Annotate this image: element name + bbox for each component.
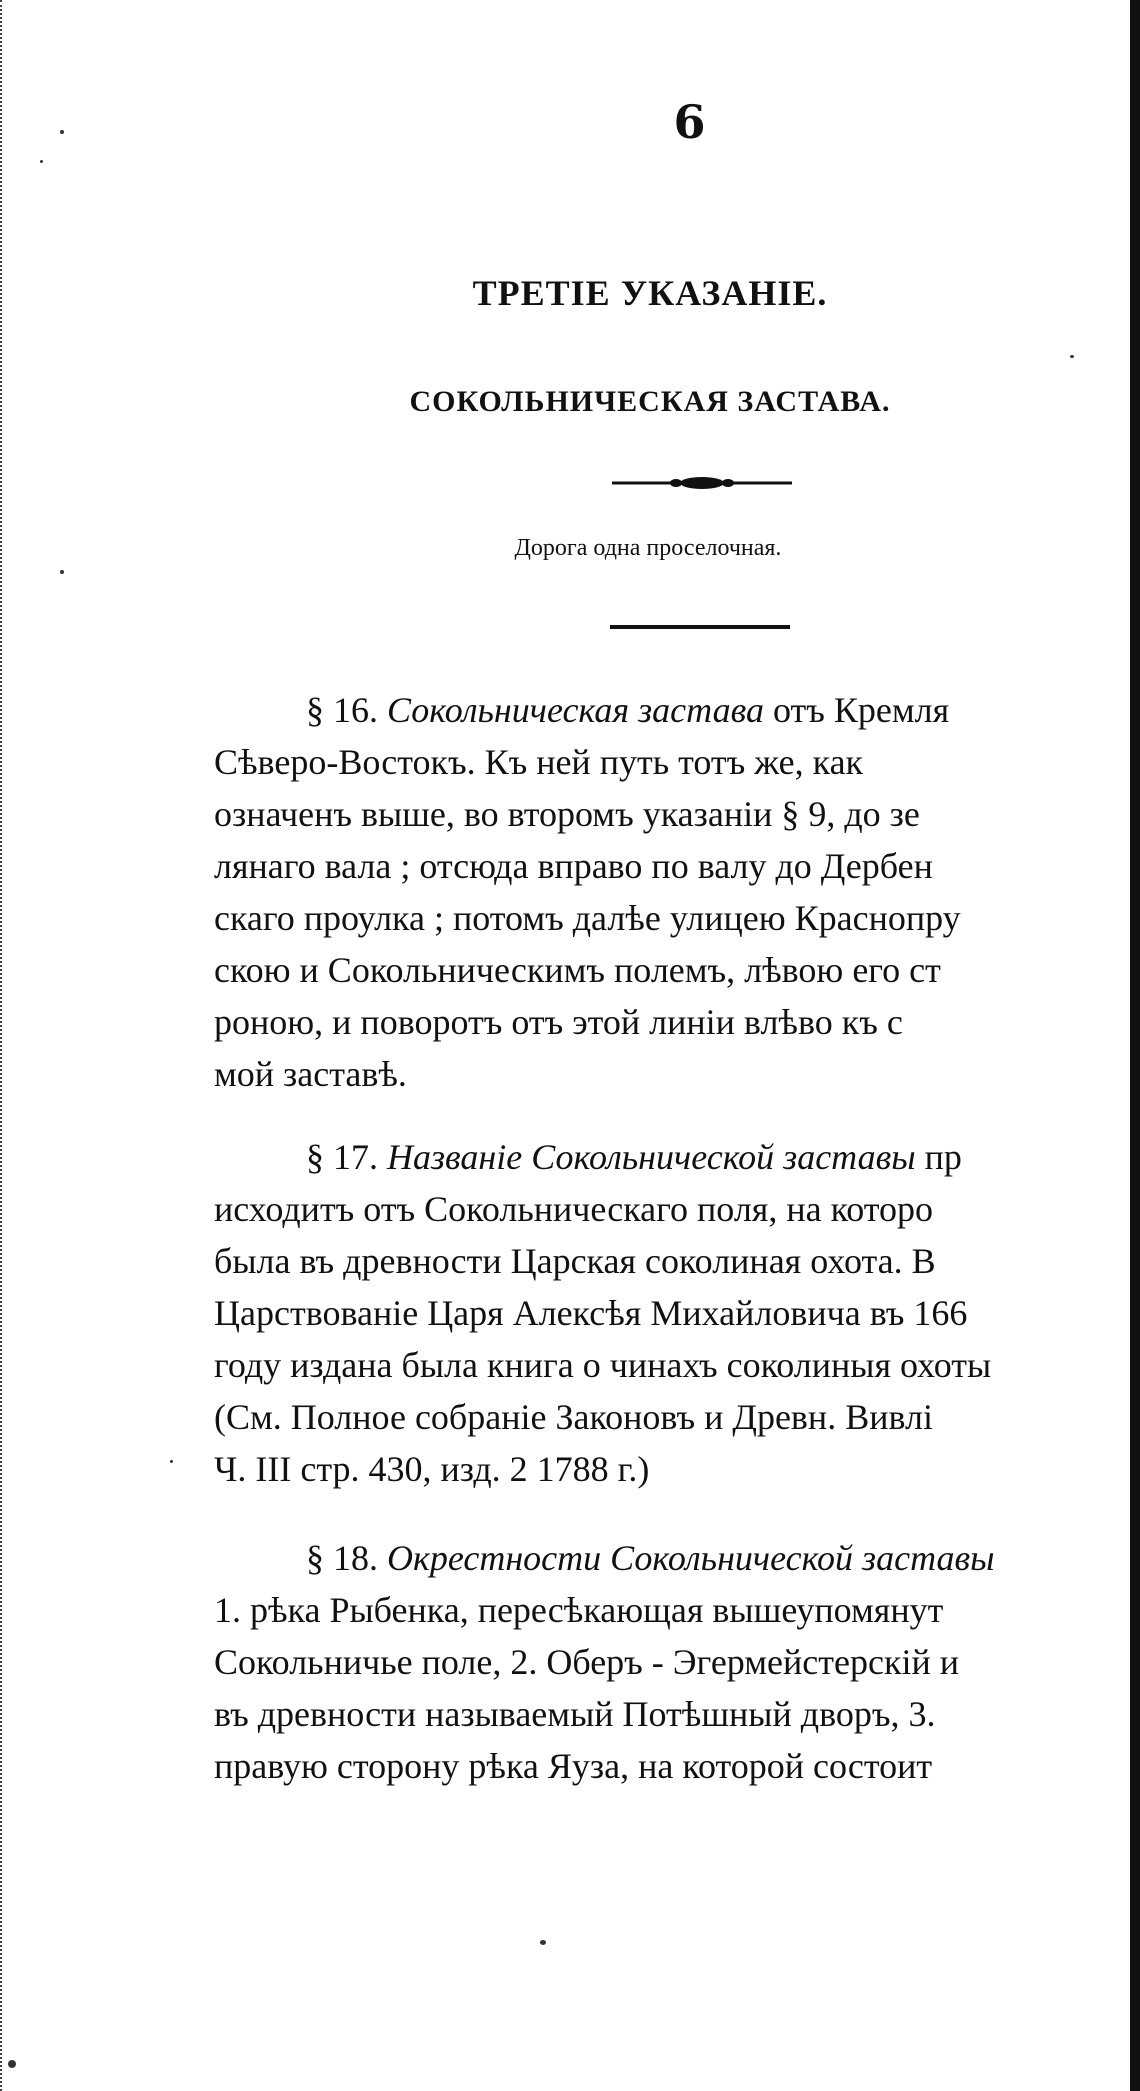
paragraph-16-line-3: означенъ выше, во второмъ указаніи § 9, до зе [214, 794, 920, 834]
print-speck [60, 130, 64, 134]
page-number: 6 [673, 95, 707, 149]
paragraph-16 [214, 684, 1134, 1100]
paragraph-17-emphasis: Названіе Сокольнической заставы [387, 1137, 916, 1177]
section-subtitle: СОКОЛЬНИЧЕСКАЯ ЗАСТАВА. [409, 385, 891, 418]
print-speck [540, 1940, 546, 1945]
ornament-divider [612, 476, 792, 490]
print-speck [8, 2060, 16, 2068]
section-number-18: § 18. [306, 1538, 378, 1578]
paragraph-17-line-1 [214, 1131, 1134, 1183]
horizontal-rule [610, 625, 790, 629]
road-note: Дорога одна проселочная. [514, 535, 782, 561]
paragraph-17-line-3: была въ древности Царская соколиная охота. В [214, 1241, 936, 1281]
section-number-16: § 16. [306, 690, 378, 730]
paragraph-17-line-5: году издана была книга о чинахъ соколиныя охоты [214, 1345, 992, 1385]
paragraph-17-line-4: Царствованіе Царя Алексѣя Михайловича въ 166 [214, 1293, 968, 1333]
section-number-17: § 17. [306, 1137, 378, 1177]
section-title: ТРЕТІЕ УКАЗАНІЕ. [472, 273, 828, 313]
page-left-edge [0, 0, 5, 2091]
paragraph-18-emphasis: Окрестности Сокольнической заставы [387, 1538, 995, 1578]
paragraph-16-line-4: лянаго вала ; отсюда вправо по валу до Дербен [214, 846, 933, 886]
paragraph-18-line-2: 1. рѣка Рыбенка, пересѣкающая вышеупомянут [214, 1590, 944, 1630]
paragraph-17-line-2: исходитъ отъ Сокольническаго поля, на которо [214, 1189, 934, 1229]
paragraph-16-line-1-text: отъ Кремля [772, 690, 950, 730]
print-speck [170, 1460, 173, 1463]
paragraph-16-line-8: мой заставѣ. [214, 1054, 407, 1094]
paragraph-16-line-5: скаго проулка ; потомъ далѣе улицею Краснопру [214, 898, 961, 938]
paragraph-17-line-7: Ч. III стр. 430, изд. 2 1788 г.) [214, 1449, 650, 1489]
paragraph-16-line-1 [214, 684, 1134, 736]
print-speck [40, 160, 43, 163]
paragraph-17-line-6: (См. Полное собраніе Законовъ и Древн. Вивлі [214, 1397, 933, 1437]
paragraph-16-line-7: роною, и поворотъ отъ этой линіи влѣво къ с [214, 1002, 903, 1042]
paragraph-18-line-5: правую сторону рѣка Яуза, на которой состоит [214, 1746, 933, 1786]
print-speck [1070, 355, 1074, 358]
paragraph-18-line-1 [214, 1532, 1134, 1584]
paragraph-18-line-3: Сокольничье поле, 2. Оберъ - Эгермейстерскій и [214, 1642, 959, 1682]
paragraph-18-line-4: въ древности называемый Потѣшный дворъ, 3. [214, 1694, 936, 1734]
paragraph-17-line-1-text: пр [924, 1137, 962, 1177]
print-speck [60, 570, 64, 574]
paragraph-16-emphasis: Сокольническая застава [387, 690, 764, 730]
paragraph-17 [214, 1131, 1134, 1495]
paragraph-16-line-6: скою и Сокольническимъ полемъ, лѣвою его ст [214, 950, 941, 990]
paragraph-18 [214, 1532, 1134, 1792]
paragraph-16-line-2: Сѣверо-Востокъ. Къ ней путь тотъ же, как [214, 742, 864, 782]
